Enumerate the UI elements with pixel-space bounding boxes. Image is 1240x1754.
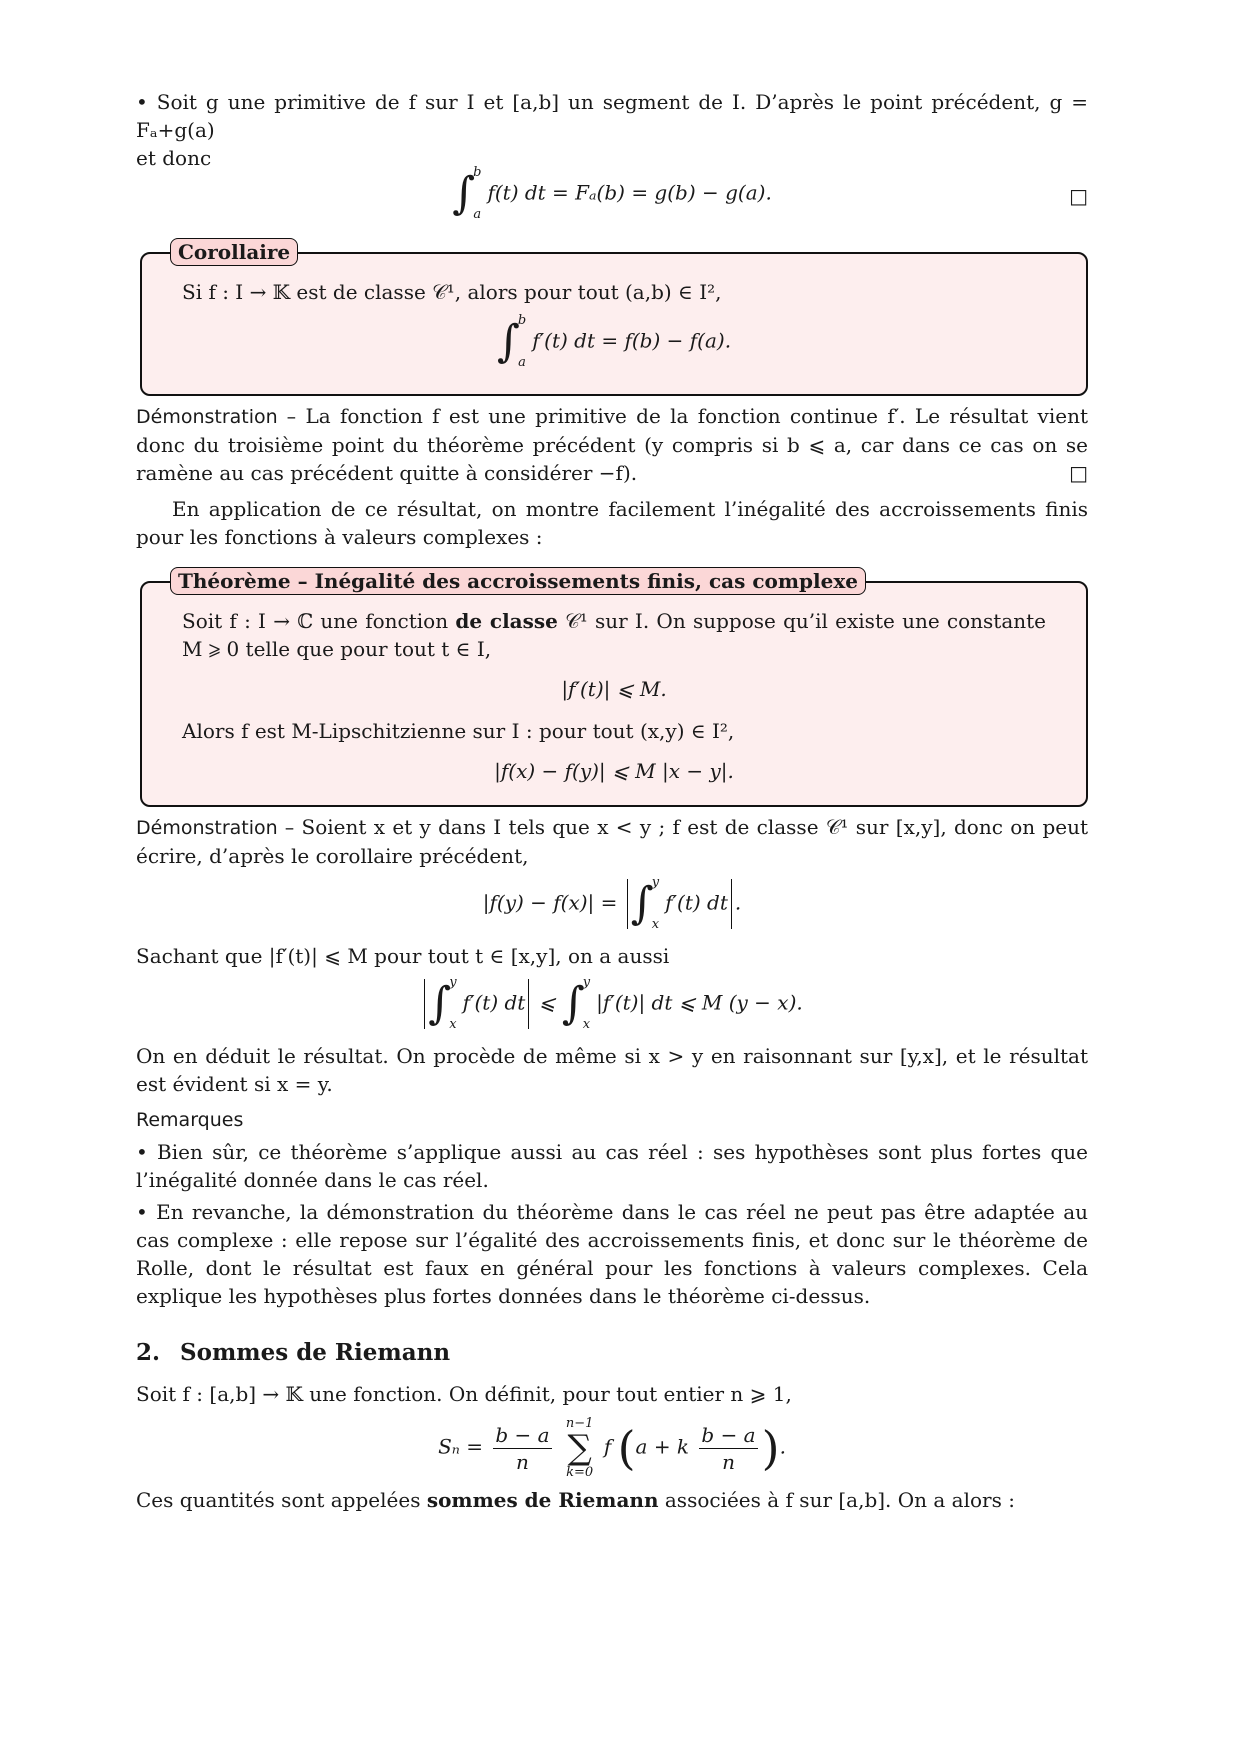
theoreme-text1: Soit f : I → ℂ une fonction de classe 𝒞¹ sur I. On suppose qu’il existe une constante M ⩾ 0 telle que pour tout t ∈ I, [182, 609, 1047, 661]
bullet-primitive-line1: • Soit g une primitive de f sur I et [a,b] un segment de I. D’après le point précédent, g = Fₐ+g(a) [136, 90, 1088, 142]
qed-symbol: □ [1069, 461, 1088, 485]
corollaire-text: Si f : I → 𝕂 est de classe 𝒞¹, alors pour tout (a,b) ∈ I², [182, 280, 722, 304]
remarque-item2: • En revanche, la démonstration du théorème dans le cas réel ne peut pas être adaptée au cas complexe : elle repose sur l’égalité des accroissements finis, et donc sur le théorème de Rolle, dont le résultat est faux en général pour les fonctions à valeurs complexes. Cela explique les hypothèses plus fortes données dans le théorème ci-dessus. [136, 1200, 1088, 1308]
demonstration-theoreme [136, 813, 1088, 870]
demo-equation1: |f(y) − f(x)| = ∫ y x f′(t) dt . [482, 875, 742, 932]
bullet-primitive-line2: et donc [136, 146, 212, 170]
theoreme-box [140, 569, 1088, 807]
corollaire-box [140, 240, 1088, 396]
remarque-item1: • Bien sûr, ce théorème s’applique aussi au cas réel : ses hypothèses sont plus fortes que l’inégalité donnée dans le cas réel. [136, 1140, 1088, 1192]
equation-primitive-body: f(t) dt = Fₐ(b) = g(b) − g(a). [487, 180, 772, 205]
section-text1: Soit f : [a,b] → 𝕂 une fonction. On définit, pour tout entier n ⩾ 1, [136, 1382, 792, 1406]
demonstration-label: Démonstration – [136, 406, 297, 428]
theoreme-equation2: |f(x) − f(y)| ⩽ M |x − y|. [494, 759, 734, 783]
corollaire-equation-body: f′(t) dt = f(b) − f(a). [532, 328, 732, 353]
qed-symbol: □ [1069, 184, 1088, 208]
theoreme-title: Théorème – Inégalité des accroissements finis, cas complexe [170, 567, 866, 595]
theoreme-equation1: |f′(t)| ⩽ M. [561, 677, 667, 701]
demonstration-text: La fonction f est une primitive de la fonction continue f′. Le résultat vient donc du troisième point du théorème précédent (y compris si b ⩽ a, car dans ce cas on se ramène au cas précédent quitte à considérer −f). [136, 404, 1088, 485]
remarques-title: Remarques [136, 1109, 244, 1131]
demo-text3: On en déduit le résultat. On procède de même si x > y en raisonnant sur [y,x], et le résultat est évident si x = y. [136, 1044, 1088, 1096]
riemann-sum-equation: Sₙ = $\frac{b - a}{n}$ n−1 ∑ k=0 f (a + k $\frac{b - a}{n}$ ). [438, 1416, 786, 1480]
corollaire-equation: ∫ b a f′(t) dt = f(b) − f(a). [496, 313, 732, 370]
demo-text2: Sachant que |f′(t)| ⩽ M pour tout t ∈ [x,y], on a aussi [136, 944, 670, 968]
page-content [136, 88, 1088, 1514]
section-title: Sommes de Riemann [180, 1339, 451, 1366]
section-number: 2. [136, 1339, 161, 1366]
equation-primitive: ∫ b a f(t) dt = Fₐ(b) = g(b) − g(a). □ [452, 165, 1088, 222]
demonstration-corollaire [136, 402, 1088, 487]
demonstration-text: Soient x et y dans I tels que x < y ; f est de classe 𝒞¹ sur [x,y], donc on peut écrire, d’après le corollaire précédent, [136, 815, 1089, 868]
theoreme-text2: Alors f est M-Lipschitzienne sur I : pour tout (x,y) ∈ I², [182, 719, 735, 743]
demo-equation2: ∫ y x f′(t) dt ⩽ ∫ y x |f′(t)| dt ⩽ M (y − x). [136, 976, 1088, 1032]
section-text2: Ces quantités sont appelées sommes de Riemann associées à f sur [a,b]. On a alors : [136, 1488, 1015, 1512]
corollaire-title: Corollaire [170, 238, 298, 266]
section-heading [136, 1338, 1088, 1368]
demonstration-label: Démonstration – [136, 817, 295, 839]
intro-paragraph: En application de ce résultat, on montre facilement l’inégalité des accroissements finis pour les fonctions à valeurs complexes : [136, 497, 1088, 549]
